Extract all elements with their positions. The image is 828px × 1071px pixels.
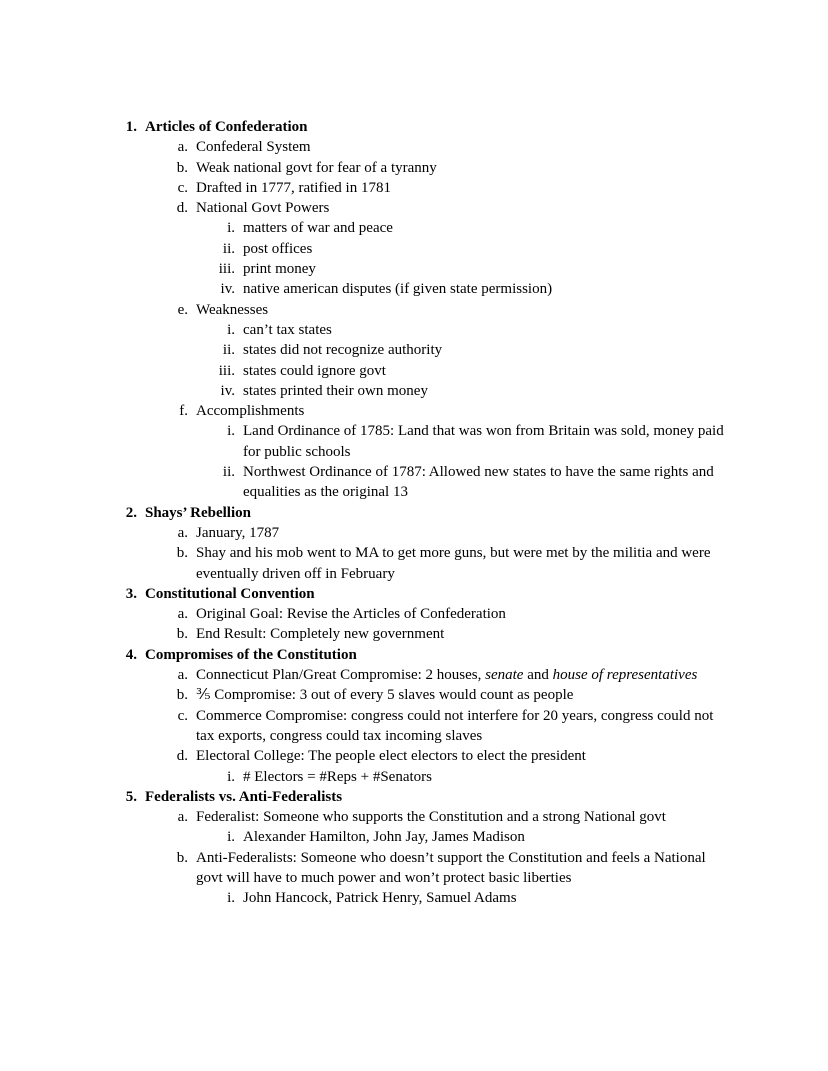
section-2-item-a [177, 523, 730, 543]
section-4-item-a [177, 665, 730, 685]
section-4-item-a-text-part-2: and [523, 667, 553, 684]
section-2-item-b-text: Shay and his mob went to MA to get more guns, but were met by the militia and were eventually driven off in February [196, 545, 711, 582]
section-5-item-b [176, 848, 730, 889]
section-1-item-f-text: Accomplishments [196, 403, 305, 420]
section-5-item-a [177, 807, 730, 827]
section-1-item-e-subitem-iii-text: states could ignore govt [243, 362, 386, 379]
section-1-item-b [176, 158, 730, 178]
section-heading-3 [125, 584, 730, 604]
section-heading-5 [125, 787, 730, 807]
section-1-item-d-subitem-iv-marker: iv. [220, 281, 235, 298]
section-3-item-a-marker: a. [177, 606, 188, 623]
section-2-item-b [176, 543, 730, 584]
section-4-item-d-subitem-i-text: # Electors = #Reps + #Senators [243, 768, 432, 785]
section-1-item-d-subitem-i-marker: i. [227, 220, 235, 237]
section-4-item-c-text: Commerce Compromise: congress could not interfere for 20 years, congress could not tax exports, congress could tax incoming slaves [196, 707, 714, 744]
section-heading-4-marker: 4. [125, 646, 137, 663]
section-5-item-b-subitem-i-marker: i. [227, 890, 235, 907]
section-1-item-d-subitem-iii [218, 259, 730, 279]
section-4-item-a-text-part-3: house of representatives [552, 667, 698, 684]
section-heading-2-marker: 2. [125, 504, 137, 521]
section-1-item-e [177, 300, 730, 320]
section-1-item-c-text: Drafted in 1777, ratified in 1781 [196, 179, 391, 196]
section-heading-5-text: Federalists vs. Anti-Federalists [145, 788, 343, 805]
section-1-item-b-text: Weak national govt for fear of a tyranny [196, 159, 437, 176]
section-5-item-a-subitem-i-marker: i. [227, 829, 235, 846]
section-4-item-b [176, 685, 730, 705]
section-1-item-d-subitem-ii [222, 239, 730, 259]
section-4-item-d [176, 746, 730, 766]
section-5-item-a-subitem-i-text: Alexander Hamilton, John Jay, James Madison [243, 829, 525, 846]
section-4-item-d-subitem-i [227, 767, 730, 787]
section-1-item-f-marker: f. [179, 403, 188, 420]
section-1-item-d-text: National Govt Powers [196, 200, 330, 217]
section-1-item-f-subitem-i [227, 421, 730, 462]
section-3-item-b [176, 624, 730, 644]
section-heading-4-text: Compromises of the Constitution [145, 646, 357, 663]
section-2-item-a-marker: a. [177, 524, 188, 541]
section-4-item-c-marker: c. [177, 707, 188, 724]
section-4-item-a-text-part-1: senate [485, 667, 524, 684]
section-heading-1-marker: 1. [125, 119, 137, 135]
section-heading-1-text: Articles of Confederation [145, 119, 308, 135]
section-heading-1 [125, 117, 730, 137]
section-1-item-c-marker: c. [177, 179, 188, 196]
section-1-item-e-subitem-i-marker: i. [227, 321, 235, 338]
section-1-item-d-subitem-ii-text: post offices [243, 240, 313, 257]
section-5-item-a-marker: a. [177, 809, 188, 826]
outline-content [0, 117, 828, 909]
section-5-item-a-text: Federalist: Someone who supports the Constitution and a strong National govt [196, 809, 666, 826]
section-1-item-e-subitem-i [227, 320, 730, 340]
section-1-item-e-subitem-iv-marker: iv. [220, 382, 235, 399]
section-1-item-f-subitem-i-marker: i. [227, 423, 235, 440]
section-heading-3-marker: 3. [125, 585, 137, 602]
section-1-item-e-subitem-iii-marker: iii. [218, 362, 235, 379]
section-5-item-b-text: Anti-Federalists: Someone who doesn’t support the Constitution and feels a National govt will have to much power and won’t protect basic liberties [196, 849, 706, 886]
section-2-item-a-text: January, 1787 [196, 524, 280, 541]
section-1-item-d-subitem-i-text: matters of war and peace [243, 220, 393, 237]
section-1-item-d-subitem-ii-marker: ii. [222, 240, 235, 257]
section-heading-2 [125, 503, 730, 523]
section-1-item-a-text: Confederal System [196, 139, 311, 156]
section-1-item-d-subitem-iii-marker: iii. [218, 261, 235, 278]
section-1-item-d-subitem-iii-text: print money [243, 261, 316, 278]
section-4-item-a-text-part-0: Connecticut Plan/Great Compromise: 2 houses, [196, 667, 486, 684]
section-4-item-b-marker: b. [176, 687, 188, 704]
section-4-item-a-text [196, 665, 730, 685]
section-1-item-c [177, 178, 730, 198]
section-4-item-c [177, 706, 730, 747]
section-5-item-b-marker: b. [176, 849, 188, 866]
section-heading-3-text: Constitutional Convention [145, 585, 315, 602]
section-1-item-f-subitem-ii [222, 462, 730, 503]
section-4-item-d-text: Electoral College: The people elect electors to elect the president [196, 748, 586, 765]
section-1-item-e-subitem-iv-text: states printed their own money [243, 382, 428, 399]
section-1-item-d-marker: d. [176, 200, 188, 217]
section-4-item-a-marker: a. [177, 667, 188, 684]
section-heading-4 [125, 645, 730, 665]
section-1-item-e-subitem-ii [222, 340, 730, 360]
section-3-item-a-text: Original Goal: Revise the Articles of Confederation [196, 606, 506, 623]
section-1-item-b-marker: b. [176, 159, 188, 176]
section-1-item-d-subitem-iv-text: native american disputes (if given state permission) [243, 281, 553, 298]
section-4-item-d-marker: d. [176, 748, 188, 765]
section-1-item-f [179, 401, 730, 421]
section-5-item-a-subitem-i [227, 827, 730, 847]
section-1-item-e-subitem-ii-text: states did not recognize authority [243, 342, 443, 359]
section-4-item-b-text: ⅗ Compromise: 3 out of every 5 slaves would count as people [196, 687, 574, 704]
section-3-item-b-marker: b. [176, 626, 188, 643]
section-1-item-a [177, 137, 730, 157]
section-1-item-e-subitem-i-text: can’t tax states [243, 321, 332, 338]
section-1-item-d-subitem-iv [220, 279, 730, 299]
section-5-item-b-subitem-i [227, 888, 730, 908]
section-1-item-f-subitem-ii-marker: ii. [222, 464, 235, 481]
section-1-item-e-marker: e. [177, 301, 188, 318]
section-1-item-a-marker: a. [177, 139, 188, 156]
section-heading-5-marker: 5. [125, 788, 137, 805]
section-1-item-d-subitem-i [227, 218, 730, 238]
section-1-item-e-subitem-ii-marker: ii. [222, 342, 235, 359]
section-1-item-f-subitem-i-text: Land Ordinance of 1785: Land that was won from Britain was sold, money paid for public schools [243, 423, 724, 460]
section-1-item-f-subitem-ii-text: Northwest Ordinance of 1787: Allowed new states to have the same rights and equalities as the original 13 [243, 464, 714, 501]
section-2-item-b-marker: b. [176, 545, 188, 562]
section-1-item-d [176, 198, 730, 218]
section-5-item-b-subitem-i-text: John Hancock, Patrick Henry, Samuel Adams [243, 890, 517, 907]
section-heading-2-text: Shays’ Rebellion [145, 504, 251, 521]
section-3-item-a [177, 604, 730, 624]
section-1-item-e-subitem-iii [218, 361, 730, 381]
section-1-item-e-text: Weaknesses [196, 301, 269, 318]
section-4-item-d-subitem-i-marker: i. [227, 768, 235, 785]
section-3-item-b-text: End Result: Completely new government [196, 626, 445, 643]
section-1-item-e-subitem-iv [220, 381, 730, 401]
